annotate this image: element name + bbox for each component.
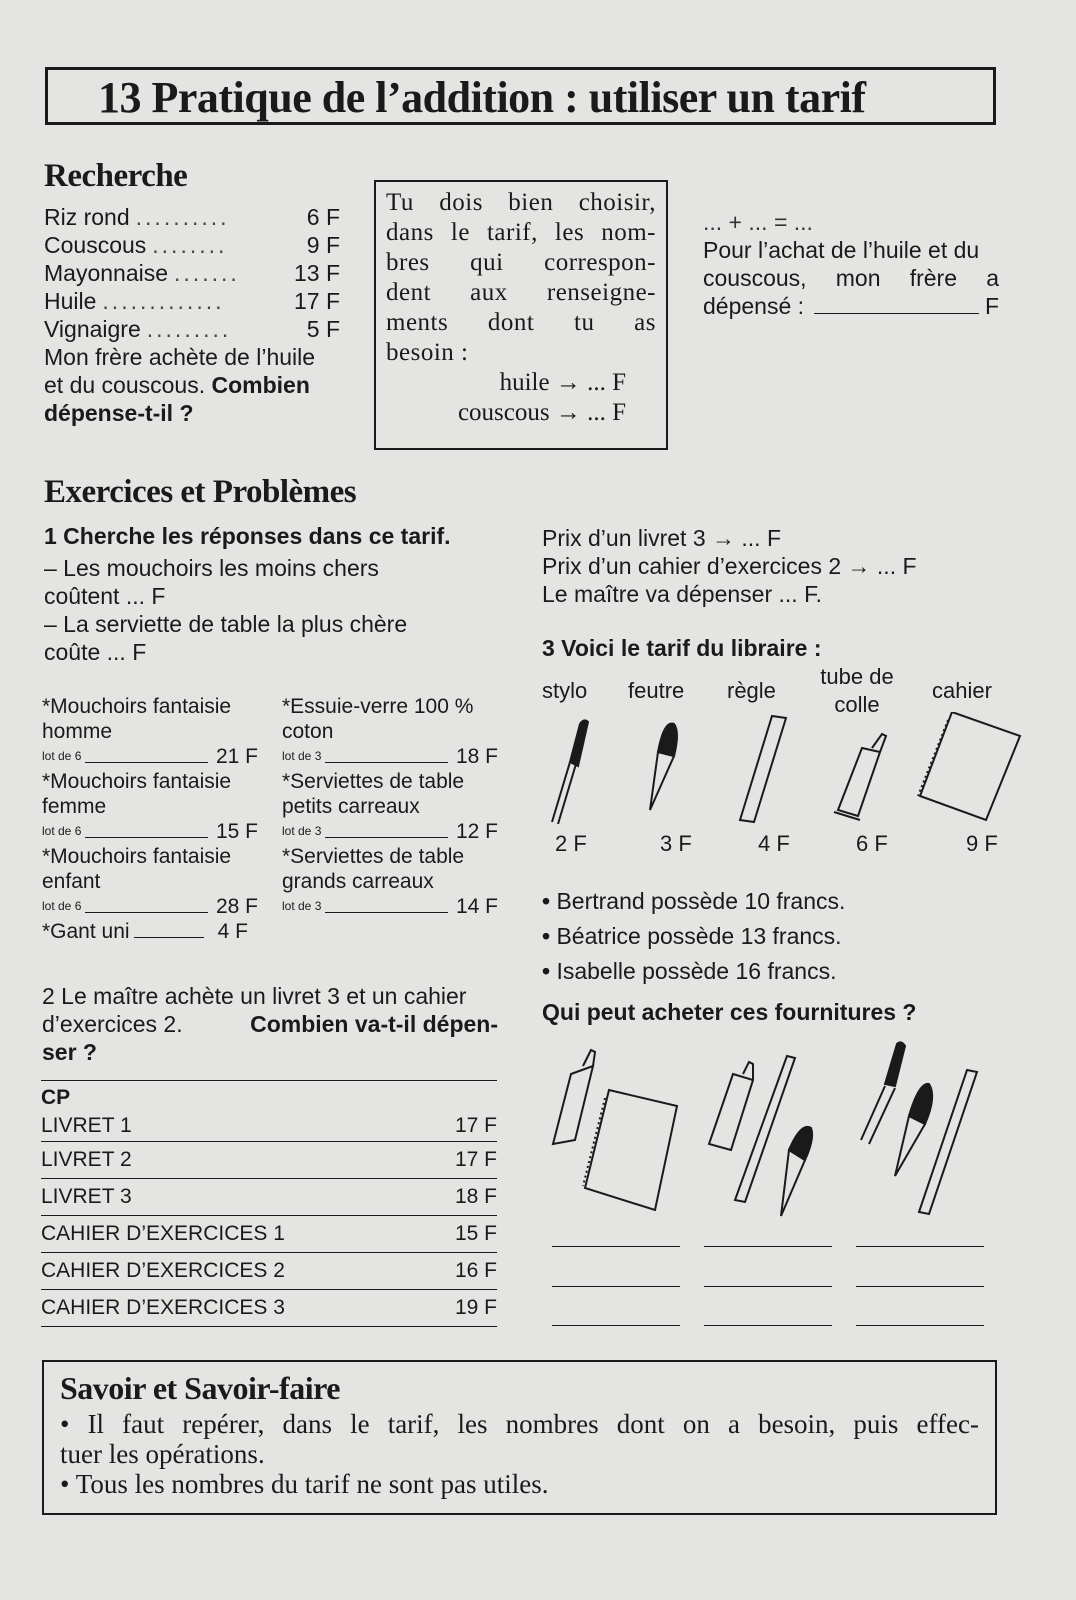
grocery-price-list [44,203,340,343]
linen-tariff-right: *Essuie-verre 100 % coton lot de 3 18 F *Serviettes de table petits carreaux lot de 3 12 F *Serviettes de table grands carreaux lot de 3 14 F [282,695,498,918]
answer-blank[interactable] [856,1286,984,1287]
product-price-row: lot de 3 18 F [282,745,498,768]
glue-tube-icon [553,1066,593,1144]
product-price-row: lot de 6 15 F [42,820,258,843]
pen-icon [552,720,588,824]
supply-price-stylo: 2 F [555,831,587,856]
exercise-3-title: 3 Voici le tarif du libraire : [542,635,822,661]
list-item: • Isabelle possède 16 francs. [542,958,837,984]
product-price-row: lot de 3 12 F [282,820,498,843]
supply-label-regle: règle [727,678,776,703]
glue-tube-icon [834,734,886,820]
answer-blank[interactable] [704,1286,832,1287]
answer-blank[interactable] [704,1325,832,1326]
chapter-title: 13 Pratique de l’addition : utiliser un tarif [98,73,866,122]
people-list [542,884,845,989]
exercise-3-question: Qui peut acheter ces fournitures ? [542,999,917,1025]
answer-blank[interactable] [552,1325,680,1326]
exercices-heading: Exercices et Problèmes [44,474,357,510]
supply-price-cahier: 9 F [966,831,998,856]
table-row: LIVRET 2 17 F [41,1142,497,1179]
product-price-row: lot de 6 21 F [42,745,258,768]
chapter-title-box [45,67,996,125]
exercise-1: 1 Cherche les réponses dans ce tarif. – Les mouchoirs les moins chers coûtent ... F – La serviette de table la plus chère coûte ... F [44,522,504,666]
list-item: • Bertrand possède 10 francs. [542,888,846,914]
exercise-2: 2 Le maître achète un livret 3 et un cahier d’exercices 2. Combien va-t-il dépen- ser ? [42,983,498,1065]
supply-price-colle: 6 F [856,831,888,856]
marker-icon [650,724,677,810]
answer-blank[interactable] [704,1246,832,1247]
recherche-heading: Recherche [44,158,188,194]
answer-blank[interactable] [552,1246,680,1247]
exercise-2-answers: Prix d’un livret 3 → ... F Prix d’un cahier d’exercices 2 → ... F Le maître va dépenser ... F. [542,525,917,607]
recherche-answer: ... + ... = ... Pour l’achat de l’huile et du couscous, mon frère a dépensé : F [703,209,999,319]
answer-blank[interactable] [856,1246,984,1247]
marker-icon [789,1127,812,1160]
recherche-section: Recherche Riz rond .......... 6 F Couscous ........ 9 F Mayonnaise ....... 13 F Huile ............. 17 F Vignaigre ......... 5 F Mon frère achète de l’huile et du couscous. Combien dépense-t-il ? [44,158,340,426]
bundle-2 [709,1056,812,1216]
table-row: LIVRET 1 17 F [41,1111,497,1142]
exercise-1-title: 1 Cherche les réponses dans ce tarif. [44,523,451,549]
answer-blank[interactable] [856,1325,984,1326]
price-item: Riz rond .......... 6 F [44,204,340,230]
notebook-icon [585,1090,677,1210]
bundle-1 [553,1050,677,1210]
supply-label-colle: tube de colle [820,664,894,717]
notebook-icon [918,712,1020,820]
price-item: Mayonnaise ....... 13 F [44,260,340,286]
list-item: • Béatrice possède 13 francs. [542,923,842,949]
supply-label-stylo: stylo [542,678,588,703]
pen-icon [885,1042,905,1086]
table-row: CAHIER D’EXERCICES 3 19 F [41,1290,497,1327]
supply-price-regle: 4 F [758,831,790,856]
price-item: Vignaigre ......... 5 F [44,316,340,342]
price-item: Huile ............. 17 F [44,288,340,314]
answer-blank[interactable] [814,292,979,314]
table-row: CAHIER D’EXERCICES 2 16 F [41,1253,497,1290]
ruler-icon [740,716,786,822]
supply-bundles-illustration [545,1040,995,1220]
supply-price-feutre: 3 F [660,831,692,856]
glue-tube-icon [709,1074,753,1150]
product-price-row: lot de 6 28 F [42,895,258,918]
cp-price-table [41,1080,497,1327]
linen-tariff-left: *Mouchoirs fantaisie homme lot de 6 21 F *Mouchoirs fantaisie femme lot de 6 15 F *Mouchoirs fantaisie enfant lot de 6 28 F *Gant uni 4 F [42,695,258,943]
supplies-icons [540,712,1030,832]
table-header: CP [41,1086,71,1109]
supply-label-cahier: cahier [932,678,992,703]
answer-blank[interactable] [552,1286,680,1287]
supply-label-feutre: feutre [628,678,685,703]
savoir-heading: Savoir et Savoir-faire [60,1370,340,1406]
savoir-box: Savoir et Savoir-faire • Il faut repérer, dans le tarif, les nombres dont on a besoin, puis effec- tuer les opérations. • Tous les nombres du tarif ne sont pas utiles. [42,1360,997,1515]
tip-box: Tu dois bien choisir, dans le tarif, les nom- bres qui correspon- dent aux renseigne- ments dont tu as besoin : huile → ... F couscous → ... F [374,180,668,450]
product-price-row: *Gant uni 4 F [42,920,248,943]
product-price-row: lot de 3 14 F [282,895,498,918]
recherche-question: Mon frère achète de l’huile [44,344,316,370]
price-item: Couscous ........ 9 F [44,232,340,258]
bundle-3 [861,1042,977,1214]
table-row: CAHIER D’EXERCICES 1 15 F [41,1216,497,1253]
table-row: LIVRET 3 18 F [41,1179,497,1216]
